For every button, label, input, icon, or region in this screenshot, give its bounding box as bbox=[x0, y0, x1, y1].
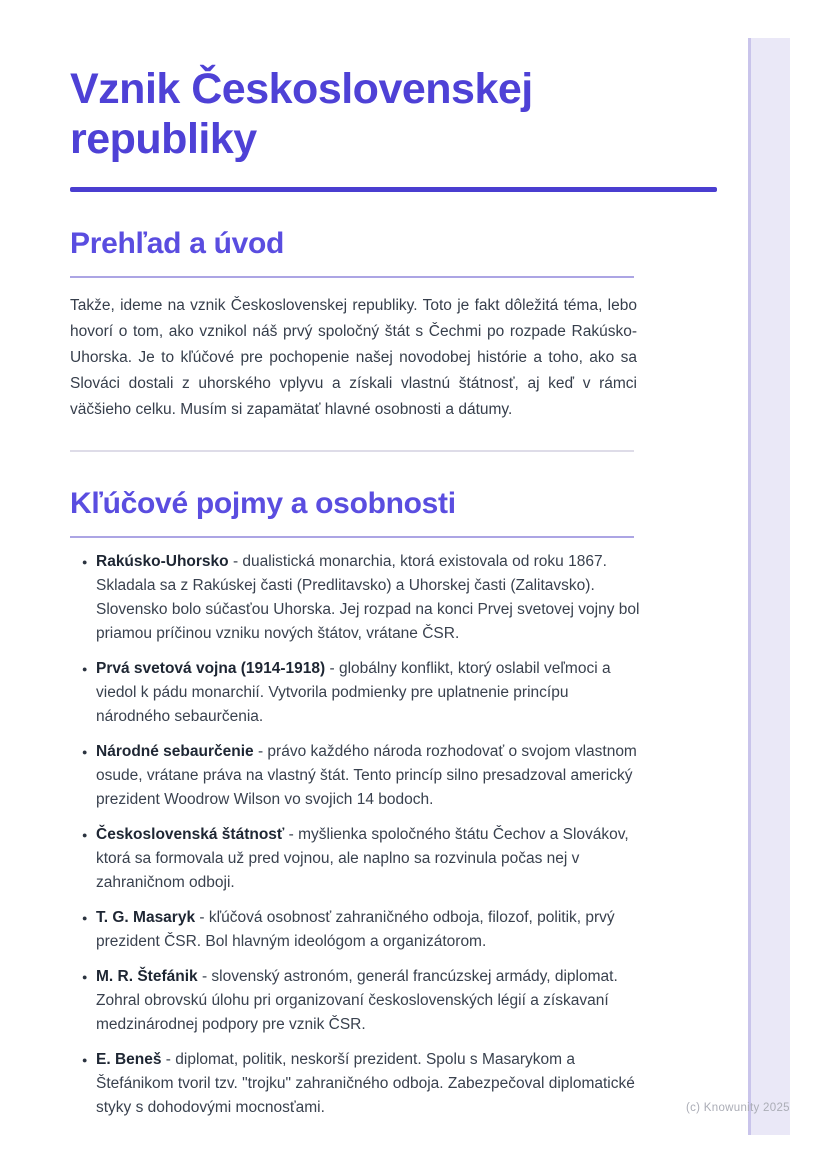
section-overview bbox=[70, 226, 718, 452]
bullet-icon: ● bbox=[82, 913, 88, 923]
term-label: Národné sebaurčenie bbox=[96, 743, 254, 760]
bullet-icon: ● bbox=[82, 1055, 88, 1065]
term-description: - dualistická monarchia, ktorá existovala od roku 1867. Skladala sa z Rakúskej časti (Predlitavsko) a Uhorskej časti (Zalitavsko). Slovensko bolo súčasťou Uhorska. Jej rozpad na konci Prvej svetovej vojny bol priamou príčinou vzniku nových štátov, vrátane ČSR. bbox=[96, 553, 640, 642]
term-label: T. G. Masaryk bbox=[96, 909, 196, 926]
heading-underline bbox=[70, 536, 634, 538]
term-description: - globálny konflikt, ktorý oslabil veľmoci a viedol k pádu monarchií. Vytvorila podmienky pre uplatnenie princípu národného sebaurčenia. bbox=[96, 660, 611, 725]
page-title: Vznik Československej republiky bbox=[70, 65, 533, 163]
list-item bbox=[70, 740, 642, 812]
list-item bbox=[70, 823, 642, 895]
term-label: Prvá svetová vojna (1914-1918) bbox=[96, 660, 326, 677]
watermark: (c) Knowunity 2025 bbox=[686, 1102, 790, 1114]
bullet-icon: ● bbox=[82, 747, 88, 757]
term-description: - kľúčová osobnosť zahraničného odboja, filozof, politik, prvý prezident ČSR. Bol hlavným ideológom a organizátorom. bbox=[96, 909, 615, 950]
list-item bbox=[70, 906, 642, 954]
key-terms-list bbox=[70, 550, 642, 1120]
list-item bbox=[70, 657, 642, 729]
term-description: - diplomat, politik, neskorší prezident. Spolu s Masarykom a Štefánikom tvoril tzv. "trojku" zahraničného odboja. Zabezpečoval diplomatické styky s dohodovými mocnosťami. bbox=[96, 1051, 635, 1116]
title-divider bbox=[70, 187, 717, 192]
bullet-icon: ● bbox=[82, 972, 88, 982]
list-item bbox=[70, 550, 642, 646]
bullet-icon: ● bbox=[82, 664, 88, 674]
heading-underline bbox=[70, 276, 634, 278]
term-description: - slovenský astronóm, generál francúzskej armády, diplomat. Zohral obrovskú úlohu pri organizovaní československých légií a získavaní medzinárodnej podpory pre vznik ČSR. bbox=[96, 968, 618, 1033]
page-edge-strip bbox=[748, 38, 790, 1135]
bullet-icon: ● bbox=[82, 557, 88, 567]
document-content bbox=[70, 0, 718, 1131]
section-heading-overview: Prehľad a úvod bbox=[70, 227, 285, 260]
term-label: M. R. Štefánik bbox=[96, 968, 198, 985]
section-heading-key-terms: Kľúčové pojmy a osobnosti bbox=[70, 487, 456, 520]
term-description: - právo každého národa rozhodovať o svojom vlastnom osude, vrátane práva na vlastný štát. Tento princíp silno presadzoval americký prezident Woodrow Wilson vo svojich 14 bodoch. bbox=[96, 743, 637, 808]
bullet-icon: ● bbox=[82, 830, 88, 840]
section-key-terms bbox=[70, 486, 718, 1120]
term-label: Rakúsko-Uhorsko bbox=[96, 553, 229, 570]
list-item bbox=[70, 965, 642, 1037]
section-separator bbox=[70, 450, 634, 452]
term-label: Československá štátnosť bbox=[96, 826, 285, 843]
list-item bbox=[70, 1048, 642, 1120]
term-label: E. Beneš bbox=[96, 1051, 162, 1068]
intro-paragraph: Takže, ideme na vznik Československej republiky. Toto je fakt dôležitá téma, lebo hovorí o tom, ako vznikol náš prvý spoločný štát s Čechmi po rozpade Rakúsko-Uhorska. Je to kľúčové pre pochopenie našej novodobej histórie a toho, ako sa Slováci dostali z uhorského vplyvu a získali vlastnú štátnosť, aj keď v rámci väčšieho celku. Musím si zapamätať hlavné osobnosti a dátumy. bbox=[70, 297, 637, 418]
term-description: - myšlienka spoločného štátu Čechov a Slovákov, ktorá sa formovala už pred vojnou, ale naplno sa rozvinula počas nej v zahraničnom odboji. bbox=[96, 826, 629, 891]
